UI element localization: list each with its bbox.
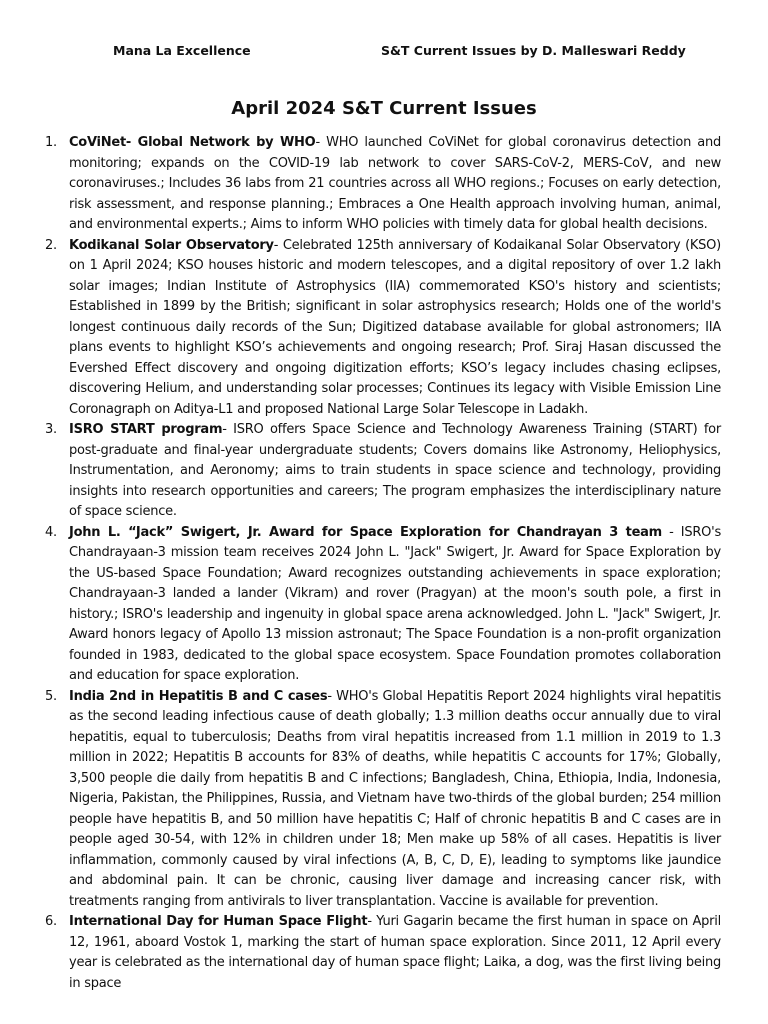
page-title: April 2024 S&T Current Issues [231, 98, 537, 119]
item-heading: Kodikanal Solar Observatory [69, 237, 274, 253]
item-heading: John L. “Jack” Swigert, Jr. Award for Space Exploration for Chandrayan 3 team [69, 524, 662, 540]
list-item [45, 133, 721, 236]
item-body: - WHO launched CoViNet for global coronavirus detection and monitoring; expands on the COVID-19 lab network to cover SARS-CoV-2, MERS-CoV, and new coronaviruses.; Includes 36 labs from 21 countries across all WHO regions.; Focuses on early detection, risk assessment, and response planning.; Embraces a One Health approach involving human, animal, and environmental experts.; Aims to inform WHO policies with timely data for global health decisions. [69, 135, 721, 232]
page-header [0, 43, 768, 61]
header-right-text: S&T Current Issues by D. Malleswari Reddy [381, 43, 686, 58]
item-number: 6. [45, 914, 57, 929]
item-heading: CoViNet- Global Network by WHO [69, 135, 316, 150]
item-number: 1. [45, 135, 57, 150]
item-number: 2. [45, 237, 57, 253]
item-body: - Yuri Gagarin became the first human in space on April 12, 1961, aboard Vostok 1, marking the start of human space exploration. Since 2011, 12 April every year is celebrated as the international day of human space flight; Laika, a dog, was the first living being in space [69, 914, 721, 991]
item-heading: International Day for Human Space Flight [69, 914, 368, 929]
header-left-text: Mana La Excellence [113, 43, 251, 58]
issues-list [45, 133, 721, 994]
list-item [45, 687, 721, 913]
item-number: 4. [45, 524, 57, 540]
item-body: - ISRO's Chandrayaan-3 mission team receives 2024 John L. "Jack" Swigert, Jr. Award for Space Exploration by the US-based Space Foundation; Award recognizes outstanding achievements in space exploration; Chandrayaan-3 landed a lander (Vikram) and rover (Pragyan) at the moon's south pole, a first in history.; ISRO's leadership and ingenuity in global space arena acknowledged. John L. "Jack" Swigert, Jr. Award honors legacy of Apollo 13 mission astronaut; The Space Foundation is a non-profit organization founded in 1983, dedicated to the global space ecosystem. Space Foundation promotes collaboration and education for space exploration. [69, 524, 721, 683]
list-item [45, 236, 721, 421]
item-number: 5. [45, 688, 57, 704]
item-body: - Celebrated 125th anniversary of Kodaikanal Solar Observatory (KSO) on 1 April 2024; KSO houses historic and modern telescopes, and a digital repository of over 1.2 lakh solar images; Indian Institute of Astrophysics (IIA) commemorated KSO's history and scientists; Established in 1899 by the British; significant in solar astrophysics research; Holds one of the world's longest continuous daily records of the Sun; Digitized database available for global astronomers; IIA plans events to highlight KSO’s achievements and ongoing research; Prof. Siraj Hasan discussed the Evershed Effect discovery and ongoing digitization efforts; KSO’s legacy includes chasing eclipses, discovering Helium, and understanding solar processes; Continues its legacy with Visible Emission Line Coronagraph on Aditya-L1 and proposed National Large Solar Telescope in Ladakh. [69, 237, 721, 417]
list-item [45, 420, 721, 523]
item-body: - ISRO offers Space Science and Technology Awareness Training (START) for post-graduate and final-year undergraduate students; Covers domains like Astronomy, Heliophysics, Instrumentation, and Aeronomy; aims to train students in space science and technology, providing insights into research opportunities and careers; The program emphasizes the interdisciplinary nature of space science. [69, 422, 721, 519]
list-item [45, 523, 721, 687]
list-item [45, 912, 721, 994]
item-body: - WHO's Global Hepatitis Report 2024 highlights viral hepatitis as the second leading infectious cause of death globally; 1.3 million deaths occur annually due to viral hepatitis, equal to tuberculosis; Deaths from viral hepatitis increased from 1.1 million in 2019 to 1.3 million in 2022; Hepatitis B accounts for 83% of deaths, while hepatitis C accounts for 17%; Globally, 3,500 people die daily from hepatitis B and C infections; Bangladesh, China, Ethiopia, India, Indonesia, Nigeria, Pakistan, the Philippines, Russia, and Vietnam have two-thirds of the global burden; 254 million people have hepatitis B, and 50 million have hepatitis C; Half of chronic hepatitis B and C cases are in people aged 30-54, with 12% in children under 18; Men make up 58% of all cases. Hepatitis is liver inflammation, commonly caused by viral infections (A, B, C, D, E), leading to symptoms like jaundice and abdominal pain. It can be chronic, causing liver damage and increasing cancer risk, with treatments ranging from antivirals to liver transplantation. Vaccine is available for prevention. [69, 688, 721, 909]
item-heading: India 2nd in Hepatitis B and C cases [69, 688, 328, 704]
item-number: 3. [45, 422, 57, 437]
item-heading: ISRO START program [69, 422, 223, 437]
